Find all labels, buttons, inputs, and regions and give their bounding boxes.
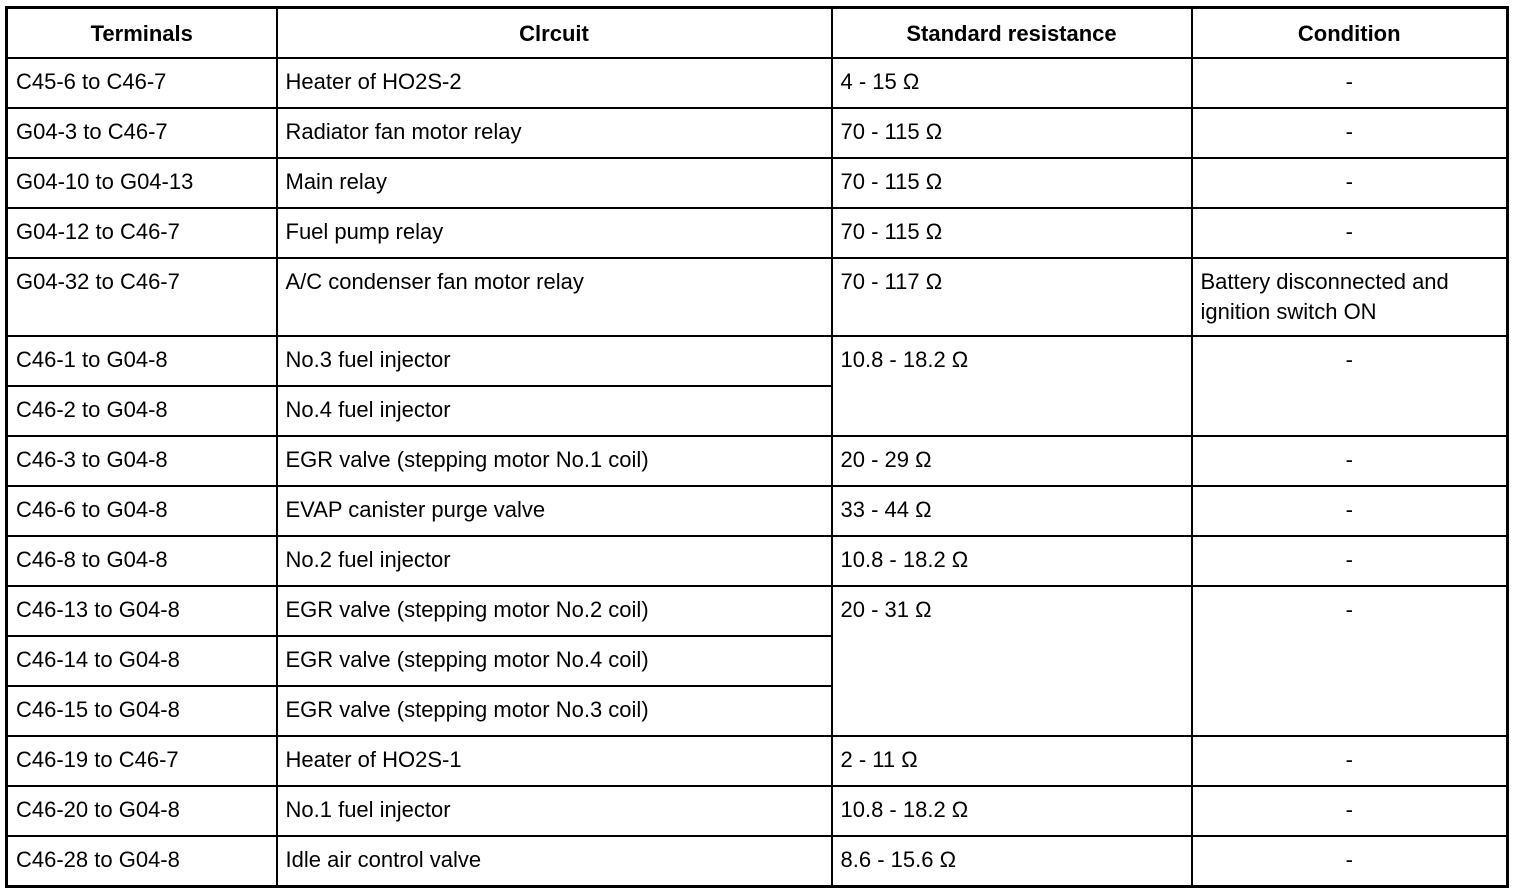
table-row [7,436,1508,486]
circuit-cell: Radiator fan motor relay [277,108,832,158]
circuit-cell: No.1 fuel injector [277,786,832,836]
condition-cell: - [1192,208,1508,258]
condition-cell: - [1192,836,1508,887]
condition-cell: - [1192,536,1508,586]
header-resistance: Standard resistance [832,8,1192,59]
table-row [7,786,1508,836]
circuit-cell: No.3 fuel injector [277,336,832,386]
terminals-cell: C45-6 to C46-7 [7,58,277,108]
terminals-cell: G04-10 to G04-13 [7,158,277,208]
circuit-cell: No.2 fuel injector [277,536,832,586]
resistance-cell: 70 - 117 Ω [832,258,1192,336]
terminals-cell: C46-3 to G04-8 [7,436,277,486]
table-row [7,486,1508,536]
terminals-cell: C46-8 to G04-8 [7,536,277,586]
terminals-cell: C46-19 to C46-7 [7,736,277,786]
resistance-cell: 10.8 - 18.2 Ω [832,536,1192,586]
condition-cell: - [1192,736,1508,786]
circuit-cell: EGR valve (stepping motor No.1 coil) [277,436,832,486]
terminals-cell: G04-12 to C46-7 [7,208,277,258]
header-row [7,8,1508,59]
circuit-cell: EGR valve (stepping motor No.4 coil) [277,636,832,686]
resistance-cell: 20 - 31 Ω [832,586,1192,736]
condition-cell: - [1192,786,1508,836]
resistance-spec-table [5,6,1509,888]
resistance-cell: 10.8 - 18.2 Ω [832,786,1192,836]
header-circuit: Clrcuit [277,8,832,59]
circuit-cell: Heater of HO2S-2 [277,58,832,108]
condition-cell: - [1192,58,1508,108]
circuit-cell: EVAP canister purge valve [277,486,832,536]
circuit-cell: A/C condenser fan motor relay [277,258,832,336]
condition-cell: - [1192,108,1508,158]
condition-cell: - [1192,158,1508,208]
table-row [7,336,1508,386]
table-row [7,586,1508,636]
terminals-cell: G04-3 to C46-7 [7,108,277,158]
resistance-cell: 4 - 15 Ω [832,58,1192,108]
circuit-cell: Fuel pump relay [277,208,832,258]
terminals-cell: C46-13 to G04-8 [7,586,277,636]
resistance-cell: 20 - 29 Ω [832,436,1192,486]
table-row [7,58,1508,108]
resistance-cell: 8.6 - 15.6 Ω [832,836,1192,887]
terminals-cell: C46-14 to G04-8 [7,636,277,686]
condition-cell: - [1192,486,1508,536]
condition-cell: - [1192,336,1508,436]
terminals-cell: C46-2 to G04-8 [7,386,277,436]
table-row [7,736,1508,786]
circuit-cell: EGR valve (stepping motor No.2 coil) [277,586,832,636]
terminals-cell: C46-28 to G04-8 [7,836,277,887]
resistance-cell: 70 - 115 Ω [832,158,1192,208]
terminals-cell: G04-32 to C46-7 [7,258,277,336]
terminals-cell: C46-15 to G04-8 [7,686,277,736]
circuit-cell: EGR valve (stepping motor No.3 coil) [277,686,832,736]
resistance-cell: 70 - 115 Ω [832,108,1192,158]
condition-cell: - [1192,586,1508,736]
terminals-cell: C46-20 to G04-8 [7,786,277,836]
circuit-cell: No.4 fuel injector [277,386,832,436]
table-row [7,836,1508,887]
resistance-cell: 70 - 115 Ω [832,208,1192,258]
table-row [7,208,1508,258]
circuit-cell: Idle air control valve [277,836,832,887]
header-condition: Condition [1192,8,1508,59]
terminals-cell: C46-6 to G04-8 [7,486,277,536]
terminals-cell: C46-1 to G04-8 [7,336,277,386]
table-row [7,536,1508,586]
resistance-spec-table-container [5,6,1509,888]
circuit-cell: Heater of HO2S-1 [277,736,832,786]
header-terminals: Terminals [7,8,277,59]
resistance-cell: 33 - 44 Ω [832,486,1192,536]
resistance-cell: 2 - 11 Ω [832,736,1192,786]
table-row [7,108,1508,158]
table-row [7,158,1508,208]
resistance-cell: 10.8 - 18.2 Ω [832,336,1192,436]
condition-cell: - [1192,436,1508,486]
circuit-cell: Main relay [277,158,832,208]
table-row [7,258,1508,336]
condition-cell: Battery disconnected and ignition switch ON [1192,258,1508,336]
